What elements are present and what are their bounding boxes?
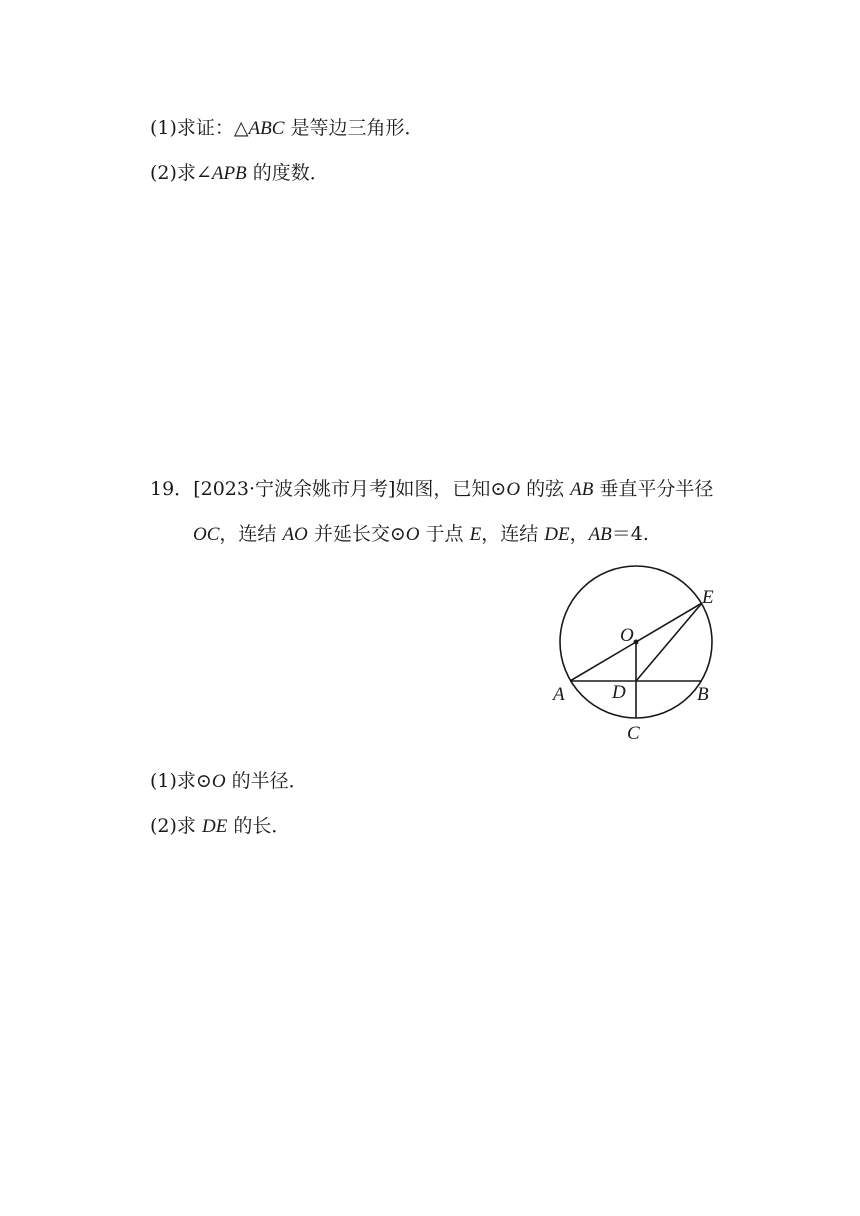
circle-geometry-figure: [546, 562, 736, 748]
label-B: B: [697, 684, 709, 705]
circle-symbol: ⊙: [389, 523, 406, 545]
q1-prefix: (1)求: [150, 770, 196, 792]
prev-part-2-suffix: 的度数．: [246, 162, 329, 184]
label-D: D: [612, 682, 626, 703]
label-A: A: [553, 684, 565, 705]
problem-text: 并延长交: [307, 523, 390, 545]
problem-text: 于点: [419, 523, 470, 545]
var-DE: DE: [544, 524, 570, 545]
problem-19-line-2: [193, 522, 649, 547]
ab-equals: ＝4.: [611, 523, 649, 545]
q2-prefix: (2)求: [150, 815, 202, 837]
q2-suffix: 的长．: [227, 815, 291, 837]
question-19-1: [150, 769, 308, 794]
question-19-2: [150, 814, 290, 839]
problem-text: 垂直平分半径: [593, 478, 714, 500]
problem-number: 19．: [150, 478, 194, 500]
var-O: O: [211, 771, 226, 792]
prev-part-1: [150, 116, 423, 141]
triangle-name: ABC: [248, 118, 285, 139]
problem-source: [2023·宁波余姚市月考]: [193, 478, 396, 500]
label-C: C: [627, 723, 640, 744]
var-AB: AB: [588, 524, 612, 545]
var-AO: AO: [282, 524, 308, 545]
triangle-symbol: △: [233, 117, 249, 139]
var-OC: OC: [193, 524, 220, 545]
prev-part-1-prefix: (1)求证：: [150, 117, 234, 139]
var-O: O: [405, 524, 420, 545]
center-point-O: [634, 640, 639, 645]
problem-text: ，连结: [219, 523, 283, 545]
angle-symbol: ∠: [195, 162, 212, 184]
prev-part-2-prefix: (2)求: [150, 162, 196, 184]
circle-symbol: ⊙: [490, 478, 507, 500]
prev-part-2: [150, 161, 329, 186]
q1-suffix: 的半径．: [225, 770, 308, 792]
problem-text: ，连结: [481, 523, 545, 545]
problem-text: 如图，已知: [395, 478, 491, 500]
label-O: O: [620, 625, 634, 646]
prev-part-1-suffix: 是等边三角形．: [284, 117, 424, 139]
label-E: E: [702, 587, 714, 608]
segment-DE: [636, 603, 702, 681]
var-DE: DE: [201, 816, 228, 837]
circle-symbol: ⊙: [195, 770, 212, 792]
angle-name: APB: [211, 163, 247, 184]
problem-text: ，: [569, 523, 589, 545]
var-AB: AB: [570, 479, 594, 500]
problem-text: 的弦: [520, 478, 571, 500]
var-O: O: [506, 479, 521, 500]
problem-19-line-1: [150, 477, 713, 502]
var-E: E: [469, 524, 482, 545]
